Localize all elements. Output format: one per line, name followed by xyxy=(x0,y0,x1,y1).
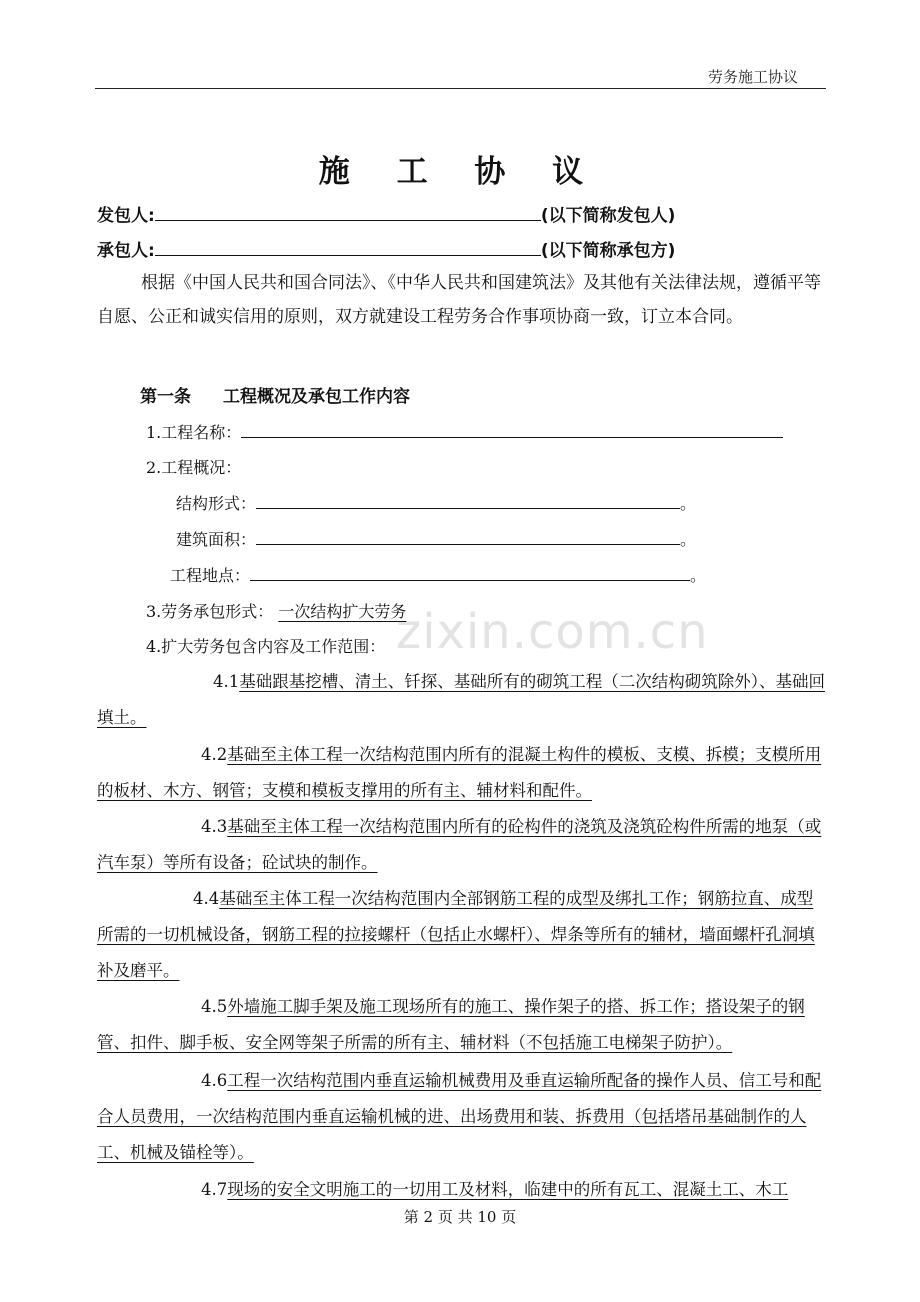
contractor-line xyxy=(97,236,675,261)
employer-blank[interactable] xyxy=(155,206,541,221)
area-label: 建筑面积： xyxy=(176,530,257,549)
article-title: 工程概况及承包工作内容 xyxy=(223,387,410,407)
location-row xyxy=(170,563,706,586)
scope-item-text: 基础跟基挖槽、清土、钎探、基础所有的砌筑工程（二次结构砌筑除外）、基础回填土。 xyxy=(97,672,825,727)
article-heading xyxy=(140,382,410,407)
scope-item xyxy=(97,881,829,989)
scope-item xyxy=(97,1172,829,1208)
scope-item-number: 4.2 xyxy=(201,745,228,764)
scope-item xyxy=(97,737,829,809)
contract-form-value: 一次结构扩大劳务 xyxy=(278,602,407,621)
project-name-blank[interactable] xyxy=(241,423,783,438)
structure-blank[interactable] xyxy=(256,494,680,509)
page-number: 第 2 页 共 10 页 xyxy=(403,1208,517,1226)
header-divider xyxy=(95,88,826,89)
intro-paragraph: 根据《中国人民共和国合同法》、《中华人民共和国建筑法》及其他有关法律法规，遵循平等自愿、公正和诚实信用的原则，双方就建设工程劳务合作事项协商一致，订立本合同。 xyxy=(97,273,821,327)
employer-line xyxy=(97,201,675,226)
structure-row xyxy=(176,491,696,514)
structure-label: 结构形式： xyxy=(176,494,257,513)
scope-item xyxy=(97,664,829,736)
scope-item xyxy=(97,1063,829,1171)
scope-item-text: 基础至主体工程一次结构范围内所有的砼构件的浇筑及浇筑砼构件所需的地泵（或汽车泵）等所有设备；砼试块的制作。 xyxy=(97,817,822,872)
scope-item-text: 现场的安全文明施工的一切用工及材料，临建中的所有瓦工、混凝土工、木工 xyxy=(227,1180,789,1199)
contractor-suffix: (以下简称承包方) xyxy=(540,241,676,261)
area-period: 。 xyxy=(680,530,697,549)
running-header: 劳务施工协议 xyxy=(707,68,798,86)
area-row xyxy=(176,527,696,550)
scope-item-number: 4.1 xyxy=(213,672,240,691)
employer-suffix: (以下简称发包人) xyxy=(540,206,676,226)
contractor-label: 承包人: xyxy=(97,241,155,261)
scope-item-text: 基础至主体工程一次结构范围内所有的混凝土构件的模板、支模、拆模；支模所用的板材、木方、钢管；支模和模板支撑用的所有主、辅材料和配件。 xyxy=(97,745,822,800)
scope-item-text: 外墙施工脚手架及施工现场所有的施工、操作架子的搭、拆工作；搭设架子的钢管、扣件、脚手板、安全网等架子所需的所有主、辅材料（不包括施工电梯架子防护）。 xyxy=(97,997,805,1052)
scope-item-number: 4.7 xyxy=(201,1180,228,1199)
watermark: zixin.com.cn xyxy=(396,604,709,660)
document-title: 施 工 协 议 xyxy=(318,154,602,190)
scope-item-number: 4.6 xyxy=(201,1071,228,1090)
project-name-label: 1.工程名称： xyxy=(146,423,242,442)
overview-label: 2.工程概况： xyxy=(146,458,242,477)
scope-item-text: 工程一次结构范围内垂直运输机械费用及垂直运输所配备的操作人员、信工号和配合人员费用，一次结构范围内垂直运输机械的进、出场费用和装、拆费用（包括塔吊基础制作的人工、机械及锚栓等）。 xyxy=(97,1071,822,1162)
employer-label: 发包人: xyxy=(97,206,155,226)
scope-item-number: 4.3 xyxy=(201,817,228,836)
scope-item xyxy=(97,989,829,1061)
scope-item-text: 基础至主体工程一次结构范围内全部钢筋工程的成型及绑扎工作；钢筋拉直、成型所需的一切机械设备，钢筋工程的拉接螺杆（包括止水螺杆）、焊条等所有的辅材，墙面螺杆孔洞填补及磨平。 xyxy=(97,889,815,980)
contract-form-label: 3.劳务承包形式： xyxy=(146,602,274,621)
location-period: 。 xyxy=(690,566,707,585)
area-blank[interactable] xyxy=(256,530,680,545)
scope-label: 4.扩大劳务包含内容及工作范围： xyxy=(146,637,386,656)
scope-item xyxy=(97,809,829,881)
location-blank[interactable] xyxy=(250,566,690,581)
contract-form-row xyxy=(146,599,411,622)
article-number: 第一条 xyxy=(140,387,191,407)
contractor-blank[interactable] xyxy=(155,241,541,256)
scope-item-number: 4.4 xyxy=(193,889,220,908)
structure-period: 。 xyxy=(680,494,697,513)
project-name-row xyxy=(146,420,783,443)
scope-item-number: 4.5 xyxy=(201,997,228,1016)
location-label: 工程地点： xyxy=(170,566,251,585)
